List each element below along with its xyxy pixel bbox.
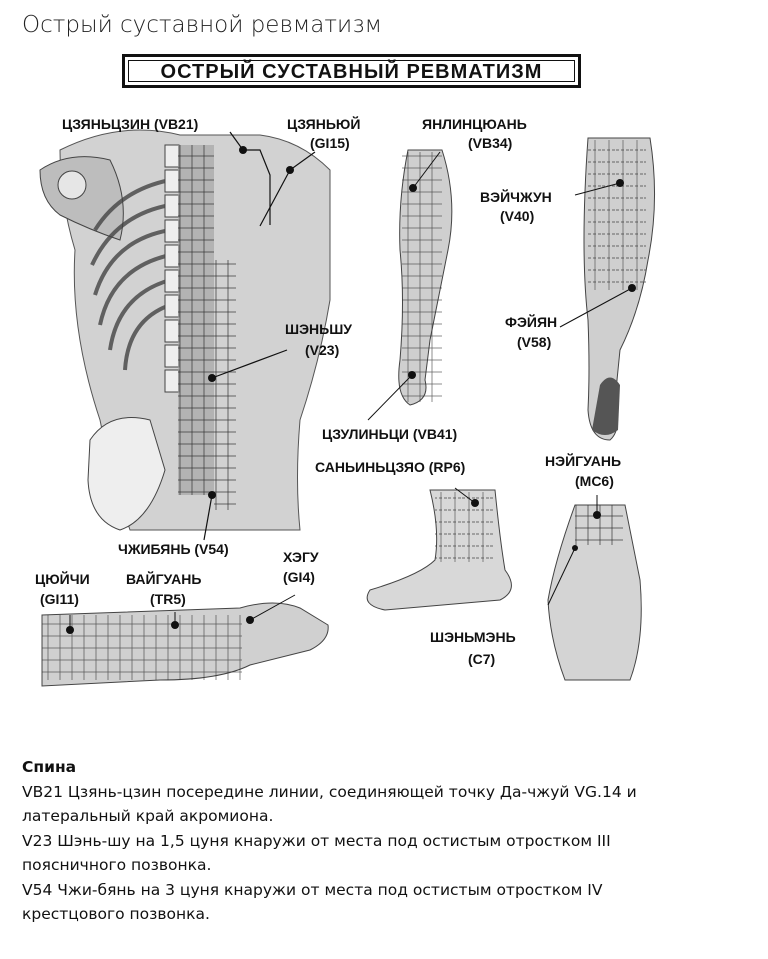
label-gi15-name: ЦЗЯНЬЮЙ [287, 116, 361, 132]
hand-figure [548, 495, 641, 680]
foot-figure [367, 488, 511, 610]
leg-side-figure [368, 150, 452, 420]
description-line: латеральный край акромиона. [22, 807, 274, 825]
label-vb34-name: ЯНЛИНЦЮАНЬ [422, 116, 527, 132]
description-line: поясничного позвонка. [22, 856, 212, 874]
label-vb41: ЦЗУЛИНЬЦИ (VB41) [322, 426, 458, 442]
label-gi15-code: (GI15) [310, 135, 350, 151]
label-v58-code: (V58) [517, 334, 552, 350]
leg-back-figure [560, 138, 655, 440]
label-gi11-code: (GI11) [40, 591, 79, 607]
label-vb21: ЦЗЯНЬЦЗИН (VB21) [62, 116, 199, 132]
label-gi4-name: ХЭГУ [283, 549, 319, 565]
label-gi4-code: (GI4) [283, 569, 315, 585]
page-title: Острый суставной ревматизм [22, 12, 382, 38]
description-line: V23 Шэнь-шу на 1,5 цуня кнаружи от места под остистым отростком III [22, 831, 611, 850]
label-mc6-code: (MC6) [575, 473, 614, 489]
label-gi11-name: ЦЮЙЧИ [35, 571, 90, 587]
figure-title: ОСТРЫЙ СУСТАВНЫЙ РЕВМАТИЗМ [160, 61, 543, 83]
label-v54: ЧЖИБЯНЬ (V54) [118, 541, 229, 557]
label-v58-name: ФЭЙЯН [505, 314, 558, 330]
label-rp6: САНЬИНЬЦЗЯО (RP6) [315, 459, 466, 475]
description-line: крестцового позвонка. [22, 905, 210, 923]
description [22, 755, 742, 927]
label-tr5-code: (TR5) [150, 591, 186, 607]
description-line: VB21 Цзянь-цзин посередине линии, соединяющей точку Да-чжуй VG.14 и [22, 782, 637, 801]
label-c7-code: (C7) [468, 651, 496, 667]
description-section-title: Спина [22, 758, 77, 776]
label-v23-name: ШЭНЬШУ [285, 321, 352, 337]
label-mc6-name: НЭЙГУАНЬ [545, 453, 622, 469]
label-v40-name: ВЭЙЧЖУН [480, 189, 552, 205]
label-vb34-code: (VB34) [468, 135, 513, 151]
description-line: V54 Чжи-бянь на 3 цуня кнаружи от места под остистым отростком IV [22, 880, 603, 899]
label-v40-code: (V40) [500, 208, 535, 224]
label-c7-name: ШЭНЬМЭНЬ [430, 629, 516, 645]
label-tr5-name: ВАЙГУАНЬ [126, 571, 202, 587]
label-v23-code: (V23) [305, 342, 340, 358]
arm-figure [42, 595, 328, 686]
